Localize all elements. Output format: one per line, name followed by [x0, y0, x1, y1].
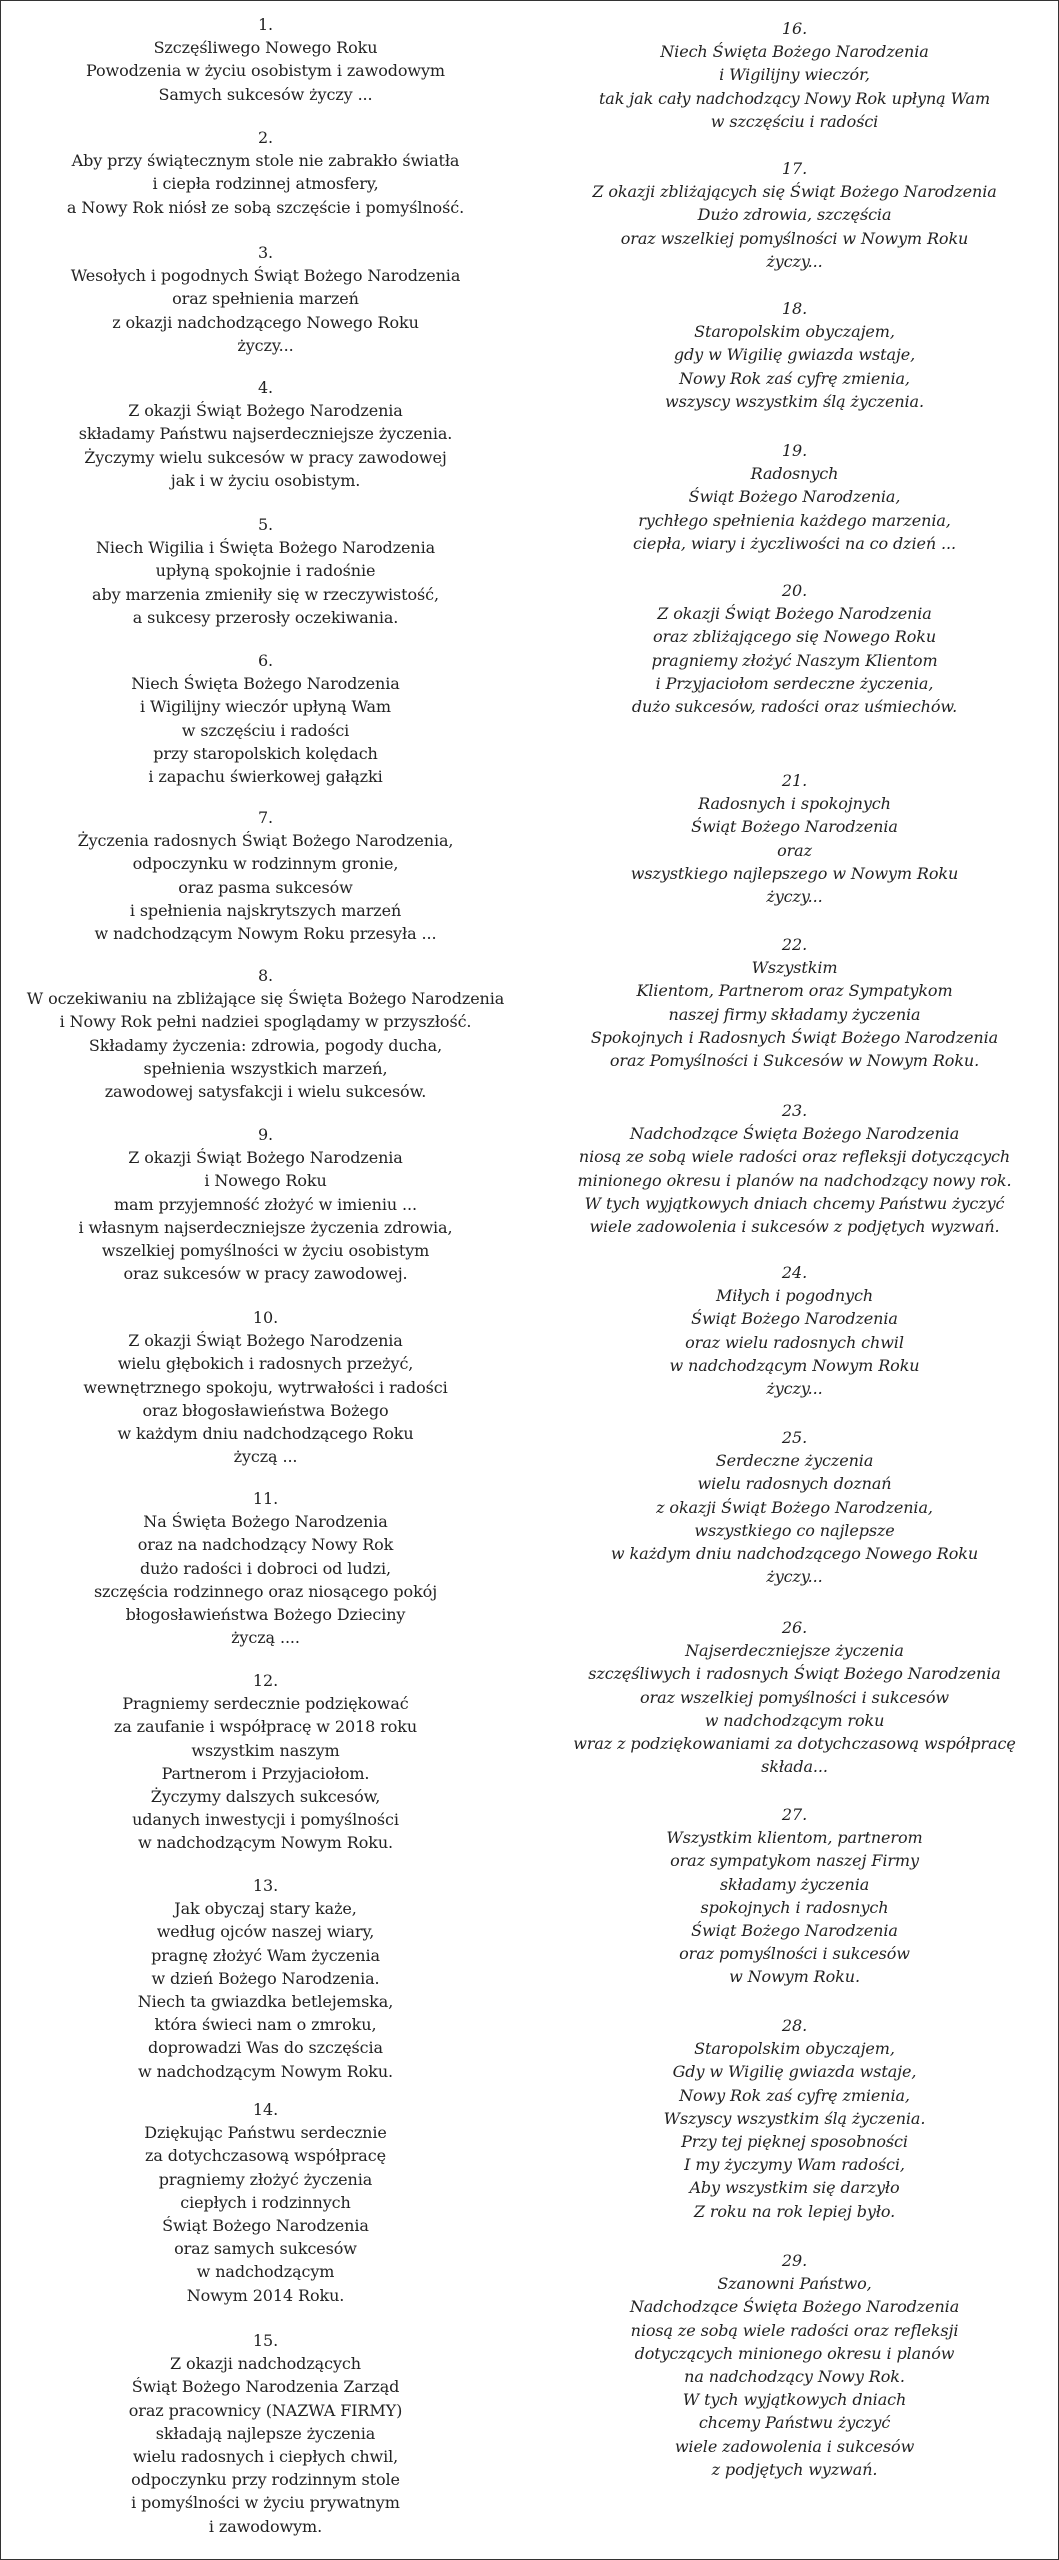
wish-line: składają najlepsze życzenia	[155, 2423, 376, 2443]
wish-line: oraz sukcesów w pracy zawodowej.	[123, 1264, 408, 1284]
wish-line: życzy...	[237, 335, 294, 355]
wish-line: tak jak cały nadchodzący Nowy Rok upłyną Wam	[598, 88, 991, 108]
wish-line: wszystkim naszym	[191, 1740, 340, 1760]
wish-line: i ciepła rodzinnej atmosfery,	[152, 174, 379, 194]
wish-27	[530, 1803, 1059, 1989]
wish-line: mam przyjemność złożyć w imieniu ...	[113, 1194, 418, 1214]
wish-line: Dużo zdrowia, szczęścia	[697, 205, 892, 225]
wish-11	[1, 1487, 530, 1649]
wish-number: 6.	[257, 651, 274, 670]
wish-line: wielu głębokich i radosnych przeżyć,	[117, 1354, 414, 1374]
wish-line: oraz sympatykom naszej Firmy	[670, 1851, 919, 1871]
wish-number: 2.	[257, 128, 274, 147]
wish-line: szczęścia rodzinnego oraz niosącego pokój	[93, 1581, 438, 1601]
wish-line: życzy...	[766, 251, 823, 271]
wish-line: Gdy w Wigilię gwiazda wstaje,	[672, 2062, 917, 2082]
wish-line: życzy...	[766, 1379, 823, 1399]
wish-line: oraz pracownicy (NAZWA FIRMY)	[128, 2400, 403, 2420]
wish-number: 8.	[257, 966, 274, 985]
wish-number: 13.	[252, 1876, 279, 1895]
wish-line: w nadchodzącym Nowym Roku.	[137, 1833, 394, 1853]
wish-number: 21.	[781, 771, 808, 790]
wish-line: pragnę złożyć Wam życzenia	[151, 1945, 380, 1965]
wish-line: życzy...	[766, 887, 823, 907]
wish-number: 4.	[257, 378, 274, 397]
wish-22	[530, 933, 1059, 1072]
wish-line: wielu radosnych doznań	[697, 1474, 892, 1494]
wish-line: Niech Święta Bożego Narodzenia	[660, 42, 929, 62]
wish-14	[1, 2098, 530, 2307]
wish-line: Samych sukcesów życzy ...	[158, 84, 373, 104]
wish-line: w dzień Bożego Narodzenia.	[151, 1968, 380, 1988]
wish-line: Świąt Bożego Narodzenia	[691, 1921, 898, 1941]
wish-line: oraz pasma sukcesów	[178, 877, 353, 897]
wish-line: ciepłych i rodzinnych	[180, 2192, 351, 2212]
wish-line: Jak obyczaj stary każe,	[174, 1899, 357, 1919]
wish-line: udanych inwestycji i pomyślności	[132, 1810, 399, 1830]
wish-line: z okazji nadchodzącego Nowego Roku	[112, 312, 419, 332]
wish-number: 24.	[781, 1263, 808, 1282]
wish-29	[530, 2249, 1059, 2481]
wish-number: 19.	[781, 441, 808, 460]
wish-line: błogosławieństwa Bożego Dzieciny	[125, 1605, 406, 1625]
wish-line: pragniemy złożyć życzenia	[158, 2169, 373, 2189]
wish-line: oraz samych sukcesów	[174, 2239, 357, 2259]
wish-7	[1, 806, 530, 945]
wish-line: Przy tej pięknej sposobności	[681, 2132, 908, 2152]
wish-line: życzą ...	[233, 1447, 298, 1467]
wish-line: w nadchodzącym Nowym Roku przesyła ...	[94, 924, 437, 944]
wish-26	[530, 1616, 1059, 1778]
wish-line: Nowym 2014 Roku.	[186, 2285, 345, 2305]
wish-line: Życzymy wielu sukcesów w pracy zawodowej	[84, 447, 447, 467]
wish-line: i pomyślności w życiu prywatnym	[131, 2493, 400, 2513]
wish-line: odpoczynku przy rodzinnym stole	[131, 2470, 400, 2490]
wish-line: w szczęściu i radości	[710, 111, 879, 131]
wish-line: składamy Państwu najserdeczniejsze życzenia.	[78, 424, 453, 444]
wish-line: gdy w Wigilię gwiazda wstaje,	[673, 345, 916, 365]
wish-number: 12.	[252, 1671, 279, 1690]
wish-line: i Nowego Roku	[204, 1171, 327, 1191]
wish-line: W oczekiwaniu na zbliżające się Święta Bożego Narodzenia	[26, 989, 505, 1009]
wish-line: dużo radości i dobroci od ludzi,	[140, 1558, 391, 1578]
wish-line: w Nowym Roku.	[729, 1967, 860, 1987]
wish-line: oraz	[777, 840, 812, 860]
wish-line: Miłych i pogodnych	[715, 1286, 874, 1306]
wish-line: za dotychczasową współpracę	[145, 2146, 386, 2166]
wish-line: Partnerom i Przyjaciołom.	[161, 1763, 370, 1783]
wish-line: w każdym dniu nadchodzącego Nowego Roku	[610, 1544, 979, 1564]
wish-line: Pragniemy serdecznie podziękować	[122, 1694, 409, 1714]
wish-line: przy staropolskich kolędach	[153, 743, 378, 763]
wish-line: wielu radosnych i ciepłych chwil,	[132, 2447, 399, 2467]
wish-line: naszej firmy składamy życzenia	[668, 1004, 921, 1024]
wish-line: Nadchodzące Święta Bożego Narodzenia	[629, 2297, 960, 2317]
wish-line: Aby wszystkim się darzyło	[689, 2178, 900, 2198]
wish-line: Radosnych	[750, 464, 839, 484]
wish-number: 16.	[781, 19, 808, 38]
wish-line: zawodowej satysfakcji i wielu sukcesów.	[104, 1082, 427, 1102]
wish-8	[1, 964, 530, 1103]
wish-number: 29.	[781, 2251, 808, 2270]
wish-12	[1, 1669, 530, 1855]
wish-line: która świeci nam o zmroku,	[154, 2015, 377, 2035]
wish-19	[530, 439, 1059, 555]
wish-line: Wszystkim	[751, 958, 838, 978]
wish-line: Na Święta Bożego Narodzenia	[143, 1512, 388, 1532]
wish-line: Serdeczne życzenia	[715, 1451, 874, 1471]
wish-line: i Wigilijny wieczór,	[719, 65, 870, 85]
wish-line: wszyscy wszystkim ślą życzenia.	[665, 391, 924, 411]
wish-line: Najserdeczniejsze życzenia	[685, 1641, 904, 1661]
wish-line: i Wigilijny wieczór upłyną Wam	[140, 697, 391, 717]
wish-line: Nowy Rok zaś cyfrę zmienia,	[679, 368, 910, 388]
wish-line: i Przyjaciołom serdeczne życzenia,	[655, 673, 934, 693]
wish-number: 14.	[252, 2100, 279, 2119]
wish-line: W tych wyjątkowych dniach chcemy Państwu życzyć	[584, 1193, 1005, 1213]
wish-line: Wesołych i pogodnych Świąt Bożego Narodzenia	[70, 266, 461, 286]
wish-line: dużo sukcesów, radości oraz uśmiechów.	[631, 697, 958, 717]
wish-line: Wszyscy wszystkim ślą życzenia.	[663, 2108, 926, 2128]
wish-line: Radosnych i spokojnych	[698, 794, 891, 814]
wish-line: Z roku na rok lepiej było.	[693, 2201, 896, 2221]
wish-line: wraz z podziękowaniami za dotychczasową współpracę	[573, 1734, 1016, 1754]
wish-line: szczęśliwych i radosnych Świąt Bożego Narodzenia	[588, 1664, 1001, 1684]
wish-line: Szanowni Państwo,	[717, 2274, 872, 2294]
wish-line: i zapachu świerkowej gałązki	[148, 767, 383, 787]
wish-line: oraz błogosławieństwa Bożego	[142, 1400, 389, 1420]
wish-line: Życzenia radosnych Świąt Bożego Narodzenia,	[77, 831, 454, 851]
wish-line: Z okazji Świąt Bożego Narodzenia	[128, 1331, 403, 1351]
wish-line: Szczęśliwego Nowego Roku	[153, 38, 378, 58]
wish-2	[1, 126, 530, 219]
wish-line: odpoczynku w rodzinnym gronie,	[132, 854, 399, 874]
wish-3	[1, 241, 530, 357]
wish-25	[530, 1426, 1059, 1588]
wish-line: i własnym najserdeczniejsze życzenia zdrowia,	[78, 1217, 453, 1237]
wish-line: wszelkiej pomyślności w życiu osobistym	[101, 1241, 430, 1261]
wish-number: 26.	[781, 1618, 808, 1637]
wish-line: i spełnienia najskrytszych marzeń	[129, 900, 402, 920]
wish-28	[530, 2014, 1059, 2223]
wish-line: wiele zadowolenia i sukcesów	[674, 2436, 915, 2456]
wish-line: Aby przy świątecznym stole nie zabrakło światła	[71, 151, 460, 171]
wish-line: Spokojnych i Radosnych Świąt Bożego Narodzenia	[590, 1027, 999, 1047]
wish-number: 22.	[781, 935, 808, 954]
wish-line: za zaufanie i współpracę w 2018 roku	[113, 1717, 418, 1737]
wish-number: 27.	[781, 1805, 808, 1824]
wish-line: jak i w życiu osobistym.	[170, 470, 361, 490]
wish-line: Staropolskim obyczajem,	[694, 322, 895, 342]
wish-15	[1, 2329, 530, 2538]
wish-line: I my życzymy Wam radości,	[684, 2155, 905, 2175]
wish-line: Świąt Bożego Narodzenia,	[688, 487, 901, 507]
wish-number: 10.	[252, 1308, 279, 1327]
wish-line: życzy...	[766, 1567, 823, 1587]
wish-18	[530, 297, 1059, 413]
wish-4	[1, 376, 530, 492]
wish-line: Niech Święta Bożego Narodzenia	[131, 674, 400, 694]
wish-line: Świąt Bożego Narodzenia	[691, 1309, 898, 1329]
wish-16	[530, 17, 1059, 133]
wish-line: W tych wyjątkowych dniach	[682, 2390, 907, 2410]
wish-line: oraz Pomyślności i Sukcesów w Nowym Roku.	[609, 1051, 980, 1071]
wish-17	[530, 157, 1059, 273]
wish-line: oraz na nadchodzący Nowy Rok	[137, 1535, 394, 1555]
wish-line: Z okazji Świąt Bożego Narodzenia	[657, 604, 932, 624]
wish-line: Wszystkim klientom, partnerom	[666, 1828, 923, 1848]
wish-line: i zawodowym.	[208, 2516, 323, 2536]
wish-number: 1.	[257, 15, 274, 34]
wish-line: z okazji Świąt Bożego Narodzenia,	[656, 1497, 933, 1517]
wish-number: 11.	[252, 1489, 279, 1508]
wish-line: Życzymy dalszych sukcesów,	[150, 1787, 381, 1807]
wish-number: 15.	[252, 2331, 279, 2350]
wish-line: oraz wszelkiej pomyślności i sukcesów	[640, 1687, 949, 1707]
wish-line: Niech Wigilia i Święta Bożego Narodzenia	[95, 538, 436, 558]
wish-line: składa...	[761, 1757, 828, 1777]
wish-line: Niech ta gwiazdka betlejemska,	[137, 1992, 394, 2012]
wish-line: Nadchodzące Święta Bożego Narodzenia	[629, 1124, 960, 1144]
wish-6	[1, 649, 530, 788]
wish-number: 17.	[781, 159, 808, 178]
wish-line: Klientom, Partnerom oraz Sympatykom	[636, 981, 953, 1001]
wish-line: w każdym dniu nadchodzącego Roku	[117, 1424, 414, 1444]
wish-line: oraz wszelkiej pomyślności w Nowym Roku	[620, 228, 969, 248]
wish-line: Z okazji Świąt Bożego Narodzenia	[128, 401, 403, 421]
wish-line: a sukcesy przerosły oczekiwania.	[132, 607, 399, 627]
wish-line: Z okazji zbliżających się Świąt Bożego Narodzenia	[592, 182, 997, 202]
wish-10	[1, 1306, 530, 1468]
wish-line: Nowy Rok zaś cyfrę zmienia,	[679, 2085, 910, 2105]
wish-21	[530, 769, 1059, 908]
wish-line: spełnienia wszystkich marzeń,	[143, 1058, 388, 1078]
wish-23	[530, 1099, 1059, 1238]
wish-line: upłyną spokojnie i radośnie	[155, 561, 376, 581]
wish-line: Świąt Bożego Narodzenia Zarząd	[131, 2377, 400, 2397]
wish-line: niosą ze sobą wiele radości oraz refleksji	[630, 2320, 959, 2340]
wish-line: a Nowy Rok niósł ze sobą szczęście i pomyślność.	[66, 197, 465, 217]
wish-line: doprowadzi Was do szczęścia	[148, 2038, 383, 2058]
wish-line: Powodzenia w życiu osobistym i zawodowym	[85, 61, 446, 81]
wish-line: wszystkiego najlepszego w Nowym Roku	[630, 863, 959, 883]
wish-number: 18.	[781, 299, 808, 318]
wish-line: niosą ze sobą wiele radości oraz refleksji dotyczących	[578, 1147, 1011, 1167]
wish-number: 9.	[257, 1125, 274, 1144]
wish-number: 28.	[781, 2016, 808, 2035]
wish-line: na nadchodzący Nowy Rok.	[684, 2367, 905, 2387]
wish-line: składamy życzenia	[719, 1874, 870, 1894]
wish-line: aby marzenia zmieniły się w rzeczywistość,	[92, 584, 439, 604]
wish-line: rychłego spełnienia każdego marzenia,	[638, 510, 951, 530]
wish-line: Staropolskim obyczajem,	[694, 2039, 895, 2059]
wish-20	[530, 579, 1059, 718]
wish-line: wszystkiego co najlepsze	[694, 1520, 895, 1540]
wish-line: wiele zadowolenia i sukcesów z podjętych wyzwań.	[589, 1217, 1000, 1237]
wish-line: Składamy życzenia: zdrowia, pogody ducha,	[88, 1035, 443, 1055]
wish-line: w nadchodzącym roku	[704, 1710, 885, 1730]
wish-line: według ojców naszej wiary,	[156, 1922, 375, 1942]
wish-line: Świąt Bożego Narodzenia	[162, 2216, 369, 2236]
wish-number: 7.	[257, 808, 274, 827]
wish-line: Z okazji Świąt Bożego Narodzenia	[128, 1148, 403, 1168]
wish-line: Z okazji nadchodzących	[170, 2354, 361, 2374]
wish-line: chcemy Państwu życzyć	[698, 2413, 891, 2433]
wish-line: minionego okresu i planów na nadchodzący nowy rok.	[577, 1170, 1012, 1190]
wish-line: w nadchodzącym Nowym Roku	[669, 1355, 920, 1375]
wish-line: i Nowy Rok pełni nadziei spoglądamy w przyszłość.	[59, 1012, 472, 1032]
wish-1	[1, 13, 530, 106]
wish-line: w nadchodzącym	[196, 2262, 335, 2282]
wish-line: Dziękując Państwu serdecznie	[144, 2123, 387, 2143]
wish-line: życzą ....	[231, 1628, 300, 1648]
wish-line: pragniemy złożyć Naszym Klientom	[651, 650, 938, 670]
wish-line: oraz pomyślności i sukcesów	[679, 1944, 910, 1964]
wish-number: 20.	[781, 581, 808, 600]
wish-number: 5.	[257, 515, 274, 534]
wish-line: spokojnych i radosnych	[700, 1897, 889, 1917]
wish-number: 3.	[257, 243, 274, 262]
wish-line: oraz zbliżającego się Nowego Roku	[652, 627, 937, 647]
wish-line: wewnętrznego spokoju, wytrwałości i radości	[83, 1377, 448, 1397]
wish-24	[530, 1261, 1059, 1400]
wish-line: z podjętych wyzwań.	[711, 2459, 878, 2479]
wish-line: ciepła, wiary i życzliwości na co dzień ...	[632, 533, 957, 553]
wish-line: Świąt Bożego Narodzenia	[691, 817, 898, 837]
wish-9	[1, 1123, 530, 1285]
wish-line: oraz spełnienia marzeń	[172, 289, 359, 309]
wish-5	[1, 513, 530, 629]
wish-line: dotyczących minionego okresu i planów	[634, 2343, 955, 2363]
wish-line: w szczęściu i radości	[181, 720, 350, 740]
wish-line: oraz wielu radosnych chwil	[685, 1332, 904, 1352]
wish-line: w nadchodzącym Nowym Roku.	[137, 2061, 394, 2081]
wish-13	[1, 1874, 530, 2083]
wish-number: 23.	[781, 1101, 808, 1120]
wish-number: 25.	[781, 1428, 808, 1447]
